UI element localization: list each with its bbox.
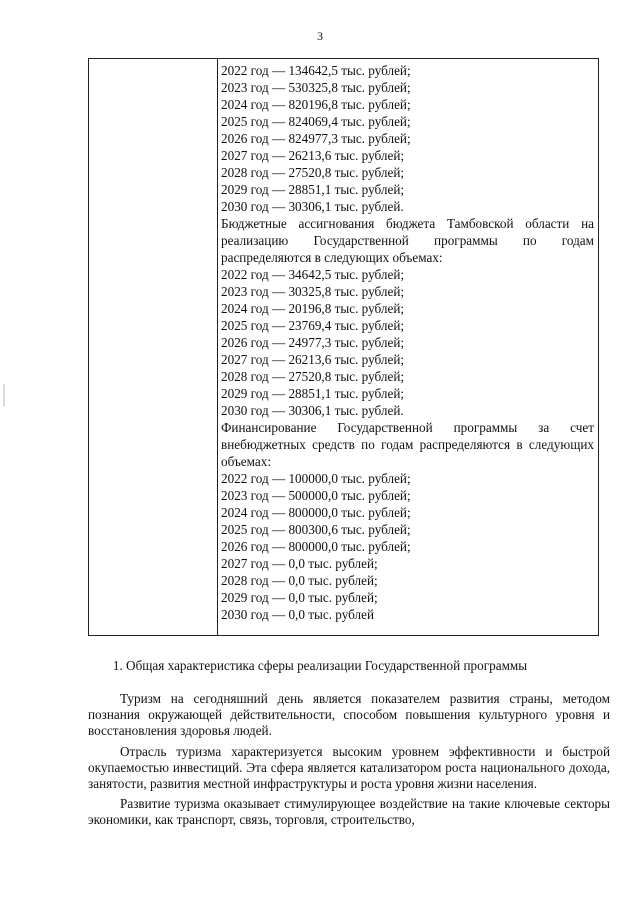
funding-line-extrabudgetary-2023: 2023 год — 500000,0 тыс. рублей; bbox=[221, 488, 411, 503]
funding-line-regional-2029: 2029 год — 28851,1 тыс. рублей; bbox=[221, 386, 405, 401]
funding-line-regional-2025: 2025 год — 23769,4 тыс. рублей; bbox=[221, 318, 405, 333]
funding-line-extrabudgetary-2026: 2026 год — 800000,0 тыс. рублей; bbox=[221, 539, 411, 554]
body-paragraph: Отрасль туризма характеризуется высоким уровнем эффективности и быстрой окупаемостью инвестиций. Эта сфера является катализатором роста национального дохода, занятости, развития местной инфраструктуры и роста уровня жизни населения. bbox=[88, 743, 610, 792]
body-paragraph: Туризм на сегодняшний день является показателем развития страны, методом познания окружающей действительности, способом повышения культурного уровня и восстановления здоровья людей. bbox=[88, 691, 610, 739]
funding-line-total-2024: 2024 год — 820196,8 тыс. рублей; bbox=[221, 97, 411, 112]
body-paragraph: Развитие туризма оказывает стимулирующее воздействие на такие ключевые секторы экономики, как транспорт, связь, торговля, строительство, bbox=[88, 796, 610, 828]
margin-scan-mark bbox=[3, 384, 5, 406]
funding-line-total-2022: 2022 год — 134642,5 тыс. рублей; bbox=[221, 63, 411, 78]
funding-line-regional-2022: 2022 год — 34642,5 тыс. рублей; bbox=[221, 267, 405, 282]
funding-line-total-2023: 2023 год — 530325,8 тыс. рублей; bbox=[221, 80, 411, 95]
funding-line-regional-2024: 2024 год — 20196,8 тыс. рублей; bbox=[221, 301, 405, 316]
funding-line-regional-2027: 2027 год — 26213,6 тыс. рублей; bbox=[221, 352, 405, 367]
table-column-divider bbox=[217, 59, 218, 635]
extrabudgetary-intro: Финансирование Государственной программы за счет внебюджетных средств по годам распределяются в следующих объемах: bbox=[221, 420, 594, 469]
funding-line-regional-2023: 2023 год — 30325,8 тыс. рублей; bbox=[221, 284, 405, 299]
funding-line-extrabudgetary-2030: 2030 год — 0,0 тыс. рублей bbox=[221, 607, 375, 622]
funding-line-total-2030: 2030 год — 30306,1 тыс. рублей. bbox=[221, 199, 404, 214]
funding-line-regional-2030: 2030 год — 30306,1 тыс. рублей. bbox=[221, 403, 404, 418]
section-heading: 1. Общая характеристика сферы реализации Государственной программы bbox=[112, 658, 528, 673]
funding-line-total-2027: 2027 год — 26213,6 тыс. рублей; bbox=[221, 148, 405, 163]
passport-table bbox=[88, 58, 599, 636]
funding-line-extrabudgetary-2022: 2022 год — 100000,0 тыс. рублей; bbox=[221, 471, 411, 486]
funding-line-total-2026: 2026 год — 824977,3 тыс. рублей; bbox=[221, 131, 411, 146]
funding-line-total-2029: 2029 год — 28851,1 тыс. рублей; bbox=[221, 182, 405, 197]
regional-budget-intro: Бюджетные ассигнования бюджета Тамбовской области на реализацию Государственной программы по годам распределяются в следующих объемах: bbox=[221, 216, 594, 265]
table-value-cell bbox=[221, 62, 594, 623]
funding-line-extrabudgetary-2025: 2025 год — 800300,6 тыс. рублей; bbox=[221, 522, 411, 537]
page-number: 3 bbox=[317, 29, 323, 43]
funding-line-regional-2026: 2026 год — 24977,3 тыс. рублей; bbox=[221, 335, 405, 350]
funding-line-extrabudgetary-2028: 2028 год — 0,0 тыс. рублей; bbox=[221, 573, 378, 588]
funding-line-extrabudgetary-2024: 2024 год — 800000,0 тыс. рублей; bbox=[221, 505, 411, 520]
funding-line-total-2025: 2025 год — 824069,4 тыс. рублей; bbox=[221, 114, 411, 129]
section-body bbox=[88, 691, 610, 833]
funding-line-regional-2028: 2028 год — 27520,8 тыс. рублей; bbox=[221, 369, 405, 384]
funding-line-total-2028: 2028 год — 27520,8 тыс. рублей; bbox=[221, 165, 405, 180]
funding-line-extrabudgetary-2029: 2029 год — 0,0 тыс. рублей; bbox=[221, 590, 378, 605]
funding-line-extrabudgetary-2027: 2027 год — 0,0 тыс. рублей; bbox=[221, 556, 378, 571]
